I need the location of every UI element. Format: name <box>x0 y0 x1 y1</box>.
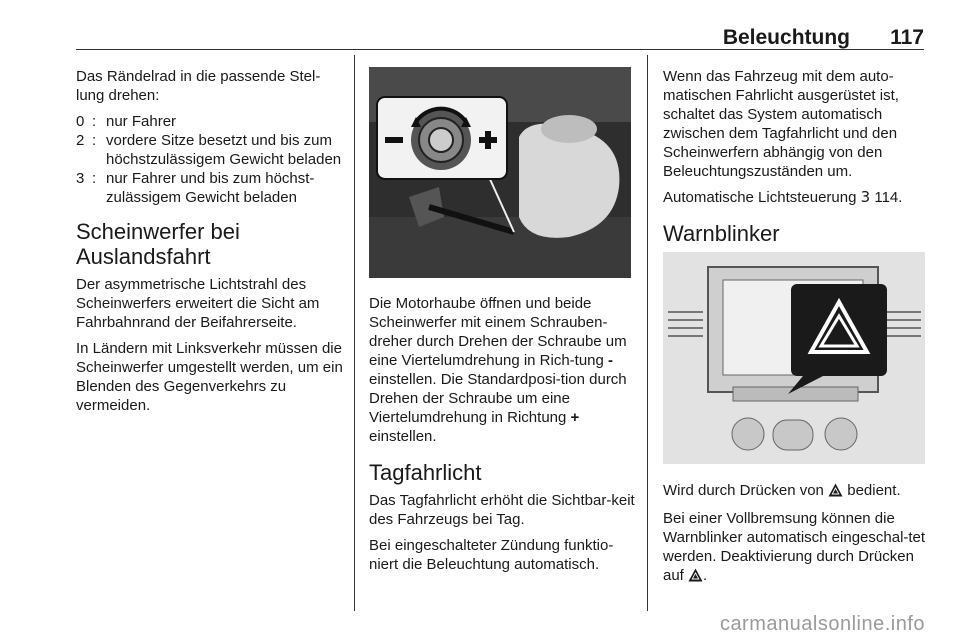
list-item <box>76 169 344 207</box>
column-divider-1 <box>354 55 355 611</box>
list-colon: : <box>92 170 97 187</box>
list-number: 0 <box>76 113 85 130</box>
paragraph: Bei eingeschalteter Zündung funktio-niert die Beleuchtung automatisch. <box>369 537 614 573</box>
section-heading: Scheinwerfer bei Auslandsfahrt <box>76 219 240 269</box>
list-colon: : <box>92 113 97 130</box>
section-heading: Warnblinker <box>663 221 780 246</box>
list-colon: : <box>92 132 97 149</box>
list-text: vordere Sitze besetzt und bis zum höchstzulässigem Gewicht beladen <box>106 132 342 168</box>
paragraph: Die Motorhaube öffnen und beide Scheinwerfer mit einem Schrauben-dreher durch Drehen der Schraube um eine Viertelumdrehung in Rich-tung - einstellen. Die Standardposi-tion durch Drehen der Schraube um eine Viertelumdrehung in Richtung + einstellen. <box>369 295 627 445</box>
list-number: 3 <box>76 170 85 187</box>
list-text: nur Fahrer <box>106 113 177 130</box>
hazard-warning-icon <box>828 483 843 502</box>
paragraph: Bei einer Vollbremsung können die Warnblinker automatisch eingeschal-tet werden. Deaktivierung durch Drücken auf . <box>663 509 928 587</box>
hazard-switch-illustration <box>663 252 925 464</box>
header-rule <box>76 49 924 50</box>
list-item <box>76 112 344 131</box>
paragraph-reference: Automatische Lichtsteuerung 3 114. <box>663 188 903 206</box>
paragraph: Der asymmetrische Lichtstrahl des Scheinwerfers erweitert die Sicht am Fahrbahnrand der Beifahrerseite. <box>76 276 320 331</box>
intro-text: Das Rändelrad in die passende Stel-lung drehen: <box>76 68 321 104</box>
hazard-switch-photo <box>663 252 925 464</box>
column-divider-2 <box>647 55 648 611</box>
page-number: 117 <box>890 26 924 49</box>
column-2 <box>369 294 637 581</box>
section-heading: Tagfahrlicht <box>369 460 482 485</box>
list-number: 2 <box>76 132 85 149</box>
hazard-warning-icon <box>688 568 703 587</box>
paragraph: Wird durch Drücken von bedient. <box>663 481 928 502</box>
paragraph: Wenn das Fahrzeug mit dem auto-matischen Fahrlicht ausgerüstet ist, schaltet das System automatisch zwischen dem Tagfahrlicht und den Scheinwerfern abhängig von den Beleuchtungszuständen um. <box>663 68 899 180</box>
column-3-lower <box>663 481 928 594</box>
column-3 <box>663 67 928 252</box>
paragraph: Das Tagfahrlicht erhöht die Sichtbar-keit des Fahrzeugs bei Tag. <box>369 492 635 528</box>
headlight-adjustment-photo <box>369 67 631 278</box>
setting-list <box>76 112 344 207</box>
watermark-text: carmanualsonline.info <box>719 613 925 635</box>
headlight-adjustment-illustration <box>369 67 631 278</box>
page-reference-icon: 3 <box>860 188 871 206</box>
list-text: nur Fahrer und bis zum höchst-zulässigem Gewicht beladen <box>106 170 315 206</box>
column-1 <box>76 67 344 422</box>
list-item <box>76 131 344 169</box>
paragraph: In Ländern mit Linksverkehr müssen die Scheinwerfer umgestellt werden, um ein Blenden des Gegenverkehrs zu vermeiden. <box>76 340 343 414</box>
page-header-title: Beleuchtung <box>722 26 850 49</box>
